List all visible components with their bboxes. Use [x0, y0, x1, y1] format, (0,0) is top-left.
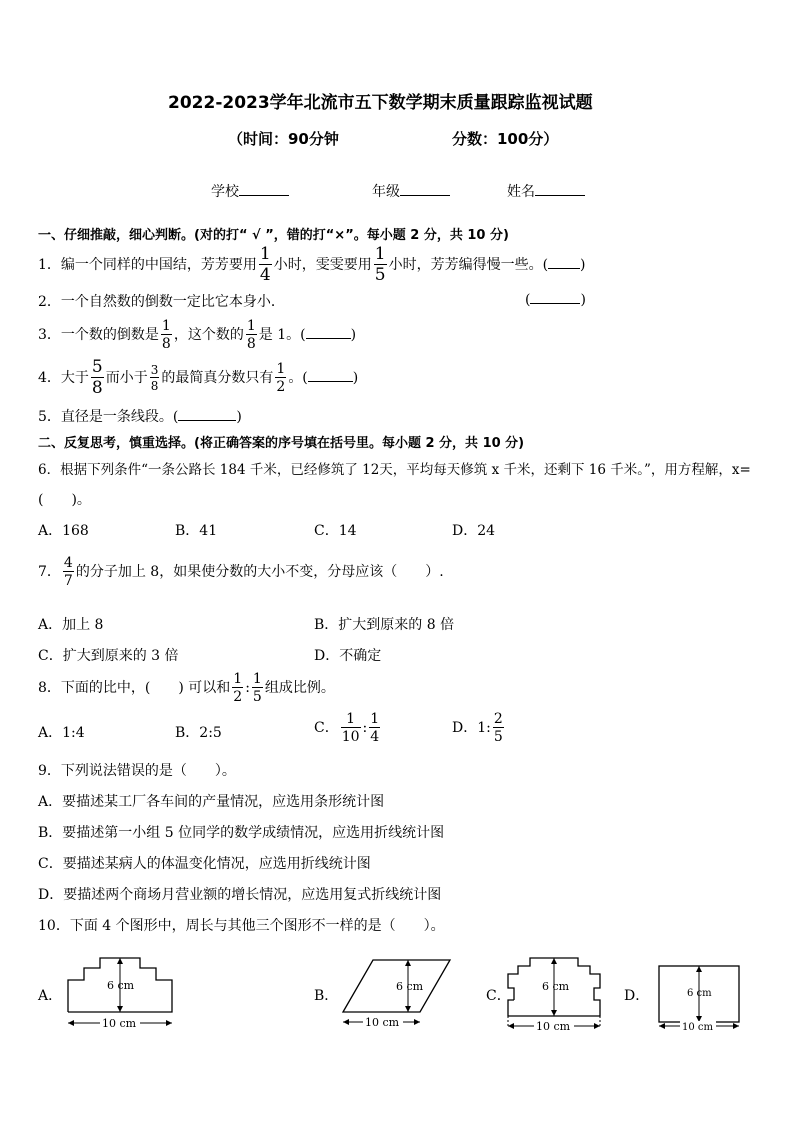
q2-answer[interactable]: ( ): [525, 292, 586, 308]
q1-fraction-2: $\frac{1}{5}$: [374, 244, 386, 285]
q1-answer-blank[interactable]: [548, 256, 580, 269]
q2-text: 2．一个自然数的倒数一定比它本身小．: [38, 294, 285, 310]
q3-fraction-1: $\frac{1}{8}$: [161, 318, 171, 352]
question-10: 10．下面 4 个图形中，周长与其他三个图形不一样的是（ ）。: [38, 918, 445, 934]
q10-figure-a: [60, 952, 180, 1032]
school-label: 学校: [211, 184, 239, 200]
q10-figure-b: [338, 952, 458, 1032]
q10-figure-d: [652, 956, 748, 1036]
fig-d-height: 6 cm: [687, 988, 712, 999]
q10-option-b[interactable]: B．: [314, 988, 339, 1004]
question-6: 6．根据下列条件“一条公路长 184 千米，已经修筑了 12天，平均每天修筑 x 千米，还剩下 16 千米。”，用方程解，x=: [38, 462, 751, 478]
q6-option-a[interactable]: A．168: [38, 523, 89, 539]
q10-figure-c: [504, 952, 614, 1034]
q9-option-d[interactable]: D．要描述两个商场月营业额的增长情况，应选用复式折线统计图: [38, 887, 442, 903]
question-3: 3．一个数的倒数是 $\frac{1}{8}$ ，这个数的 $\frac{1}{8}$ 是 1。( ): [38, 318, 357, 352]
q9-option-c[interactable]: C．要描述某病人的体温变化情况，应选用折线统计图: [38, 856, 371, 872]
q1-text-a: 1．编一个同样的中国结，芳芳要用: [38, 257, 257, 273]
fig-c-height: 6 cm: [542, 980, 570, 993]
q6-option-d[interactable]: D．24: [452, 523, 496, 539]
page-title: 2022-2023学年北流市五下数学期末质量跟踪监视试题: [168, 93, 593, 113]
q8-option-b[interactable]: B．2:5: [175, 725, 222, 741]
grade-blank[interactable]: [400, 183, 450, 196]
q8-option-d-fraction: $\frac{2}{5}$: [493, 711, 503, 745]
q4-text-b: 而小于: [105, 370, 148, 386]
q8-text-b: 组成比例。: [264, 680, 335, 696]
score-label: 分数：100分）: [452, 130, 559, 148]
q4-fraction-1: $\frac{5}{8}$: [91, 357, 103, 398]
grade-label: 年级: [372, 184, 400, 200]
grade-field[interactable]: [372, 181, 450, 201]
name-label: 姓名: [507, 184, 535, 200]
q8-fraction-1: $\frac{1}{2}$: [233, 671, 243, 705]
q4-text-a: 4．大于: [38, 370, 89, 386]
q1-text-b: 小时，雯雯要用: [273, 257, 372, 273]
question-4: 4．大于 $\frac{5}{8}$ 而小于 $\frac{3}{8}$ 的最简真分数只有 $\frac{1}{2}$ 。( ): [38, 357, 359, 398]
q3-text-c: 是 1。(: [258, 327, 306, 343]
school-field[interactable]: [211, 181, 289, 201]
q2-answer-blank[interactable]: [530, 291, 580, 304]
time-label: （时间：90分钟: [228, 130, 339, 148]
fig-a-height: 6 cm: [107, 979, 135, 992]
name-field[interactable]: [507, 181, 585, 201]
section2-heading: 二、反复思考，慎重选择。(将正确答案的序号填在括号里。每小题 2 分，共 10 分): [38, 436, 525, 451]
q7-option-b[interactable]: B．扩大到原来的 8 倍: [314, 617, 455, 633]
question-1: 1．编一个同样的中国结，芳芳要用 $\frac{1}{4}$ 小时，雯雯要用 $\frac{1}{5}$ 小时，芳芳编得慢一些。( ): [38, 244, 586, 285]
fig-b-width: 10 cm: [365, 1016, 400, 1029]
question-8: 8．下面的比中，( ) 可以和 $\frac{1}{2}$ : $\frac{1}{5}$ 组成比例。: [38, 671, 335, 705]
section1-heading: 一、仔细推敲，细心判断。(对的打“ √ ”，错的打“×”。每小题 2 分，共 10 分): [38, 228, 509, 243]
q7-option-c[interactable]: C．扩大到原来的 3 倍: [38, 648, 179, 664]
q5-text: 5．直径是一条线段。(: [38, 409, 179, 425]
q8-option-d[interactable]: D．1: $\frac{2}{5}$: [452, 711, 503, 745]
q4-text-c: 的最简真分数只有: [161, 370, 274, 386]
q1-text-c: 小时，芳芳编得慢一些。(: [388, 257, 549, 273]
q8-option-c[interactable]: C． $\frac{1}{10}$ : $\frac{1}{4}$: [314, 711, 380, 745]
q8-option-a[interactable]: A．1:4: [38, 725, 85, 741]
q6-option-b[interactable]: B．41: [175, 523, 218, 539]
q7-option-a[interactable]: A．加上 8: [38, 617, 104, 633]
fig-c-width: 10 cm: [536, 1020, 571, 1033]
q4-answer-blank[interactable]: [308, 369, 353, 382]
q9-option-b[interactable]: B．要描述第一小组 5 位同学的数学成绩情况，应选用折线统计图: [38, 825, 445, 841]
q5-answer-blank[interactable]: [178, 408, 236, 421]
question-7: 7． $\frac{4}{7}$ 的分子加上 8，如果使分数的大小不变，分母应该（ ）.: [38, 555, 444, 589]
name-blank[interactable]: [535, 183, 585, 196]
question-6-line2: ( )。: [38, 492, 91, 508]
question-9: 9．下列说法错误的是（ ）。: [38, 763, 236, 779]
q7-text: 的分子加上 8，如果使分数的大小不变，分母应该（ ）.: [75, 564, 444, 580]
q3-text-b: ，这个数的: [173, 327, 244, 343]
q7-option-d[interactable]: D．不确定: [314, 648, 382, 664]
q8-fraction-2: $\frac{1}{5}$: [252, 671, 262, 705]
q9-option-a[interactable]: A．要描述某工厂各车间的产量情况，应选用条形统计图: [38, 794, 385, 810]
q6-option-c[interactable]: C．14: [314, 523, 357, 539]
q4-fraction-2: $\frac{3}{8}$: [150, 363, 159, 393]
question-5: 5．直径是一条线段。( ): [38, 409, 242, 425]
fig-d-width: 10 cm: [682, 1022, 713, 1033]
fig-a-width: 10 cm: [102, 1017, 137, 1030]
q8-option-c-fraction-1: $\frac{1}{10}$: [341, 711, 360, 745]
q1-fraction-1: $\frac{1}{4}$: [259, 244, 271, 285]
q8-option-c-fraction-2: $\frac{1}{4}$: [370, 711, 380, 745]
q3-text-a: 3．一个数的倒数是: [38, 327, 159, 343]
school-blank[interactable]: [239, 183, 289, 196]
q3-answer-blank[interactable]: [306, 326, 351, 339]
q3-fraction-2: $\frac{1}{8}$: [246, 318, 256, 352]
q10-option-d[interactable]: D．: [624, 988, 650, 1004]
q10-option-c[interactable]: C．: [486, 988, 511, 1004]
question-2: [38, 291, 285, 311]
q4-fraction-3: $\frac{1}{2}$: [276, 361, 286, 395]
q8-text-a: 8．下面的比中，( ) 可以和: [38, 680, 231, 696]
q7-fraction: $\frac{4}{7}$: [63, 555, 73, 589]
fig-b-height: 6 cm: [396, 980, 424, 993]
q10-option-a[interactable]: A．: [38, 988, 63, 1004]
